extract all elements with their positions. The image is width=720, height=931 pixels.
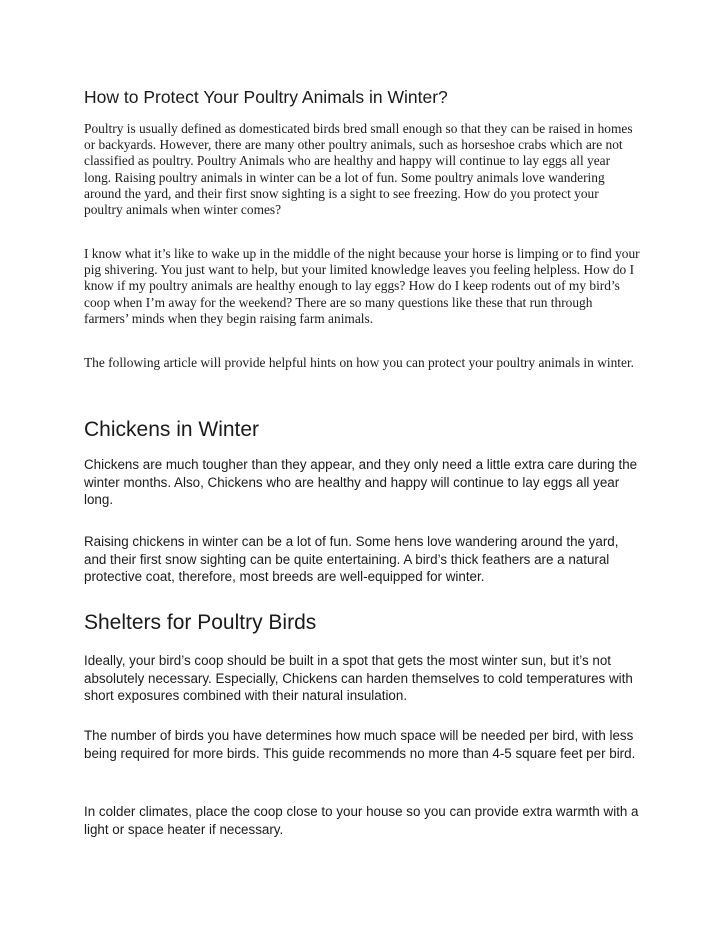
intro-paragraph-3: The following article will provide helpful hints on how you can protect your poultry animals in winter. <box>84 355 635 370</box>
section-heading-chickens: Chickens in Winter <box>84 418 260 441</box>
shelters-paragraph-1: Ideally, your bird’s coop should be built in a spot that gets the most winter sun, but it’s not absolutely necessary. Especially, Chickens can harden themselves to cold temperatures with short exposures combined with their natural insulation. <box>84 653 633 704</box>
shelters-paragraph-3: In colder climates, place the coop close to your house so you can provide extra warmth with a light or space heater if necessary. <box>84 804 639 837</box>
section-heading-shelters: Shelters for Poultry Birds <box>84 611 317 634</box>
intro-paragraph-2: I know what it’s like to wake up in the middle of the night because your horse is limping or to find your pig shivering. You just want to help, but your limited knowledge leaves you feeling helpless. How do I know if my poultry animals are healthy enough to lay eggs? How do I keep rodents out of my bird’s coop when I’m away for the weekend? There are so many questions like these that run through farmers’ minds when they begin raising farm animals. <box>84 246 640 326</box>
document-title: How to Protect Your Poultry Animals in Winter? <box>84 87 448 107</box>
chickens-paragraph-1: Chickens are much tougher than they appear, and they only need a little extra care during the winter months. Also, Chickens who are healthy and happy will continue to lay eggs all year long. <box>84 457 638 508</box>
shelters-paragraph-2: The number of birds you have determines how much space will be needed per bird, with less being required for more birds. This guide recommends no more than 4-5 square feet per bird. <box>84 728 636 761</box>
intro-paragraph-1: Poultry is usually defined as domesticated birds bred small enough so that they can be raised in homes or backyards. However, there are many other poultry animals, such as horseshoe crabs which are not classified as poultry. Poultry Animals who are healthy and happy will continue to lay eggs all year long. Raising poultry animals in winter can be a lot of fun. Some poultry animals love wandering around the yard, and their first snow sighting is a sight to see freezing. How do you protect your poultry animals when winter comes? <box>84 121 633 218</box>
chickens-paragraph-2: Raising chickens in winter can be a lot of fun. Some hens love wandering around the yard, and their first snow sighting can be quite entertaining. A bird’s thick feathers are a natural protective coat, therefore, most breeds are well-equipped for winter. <box>84 534 619 585</box>
